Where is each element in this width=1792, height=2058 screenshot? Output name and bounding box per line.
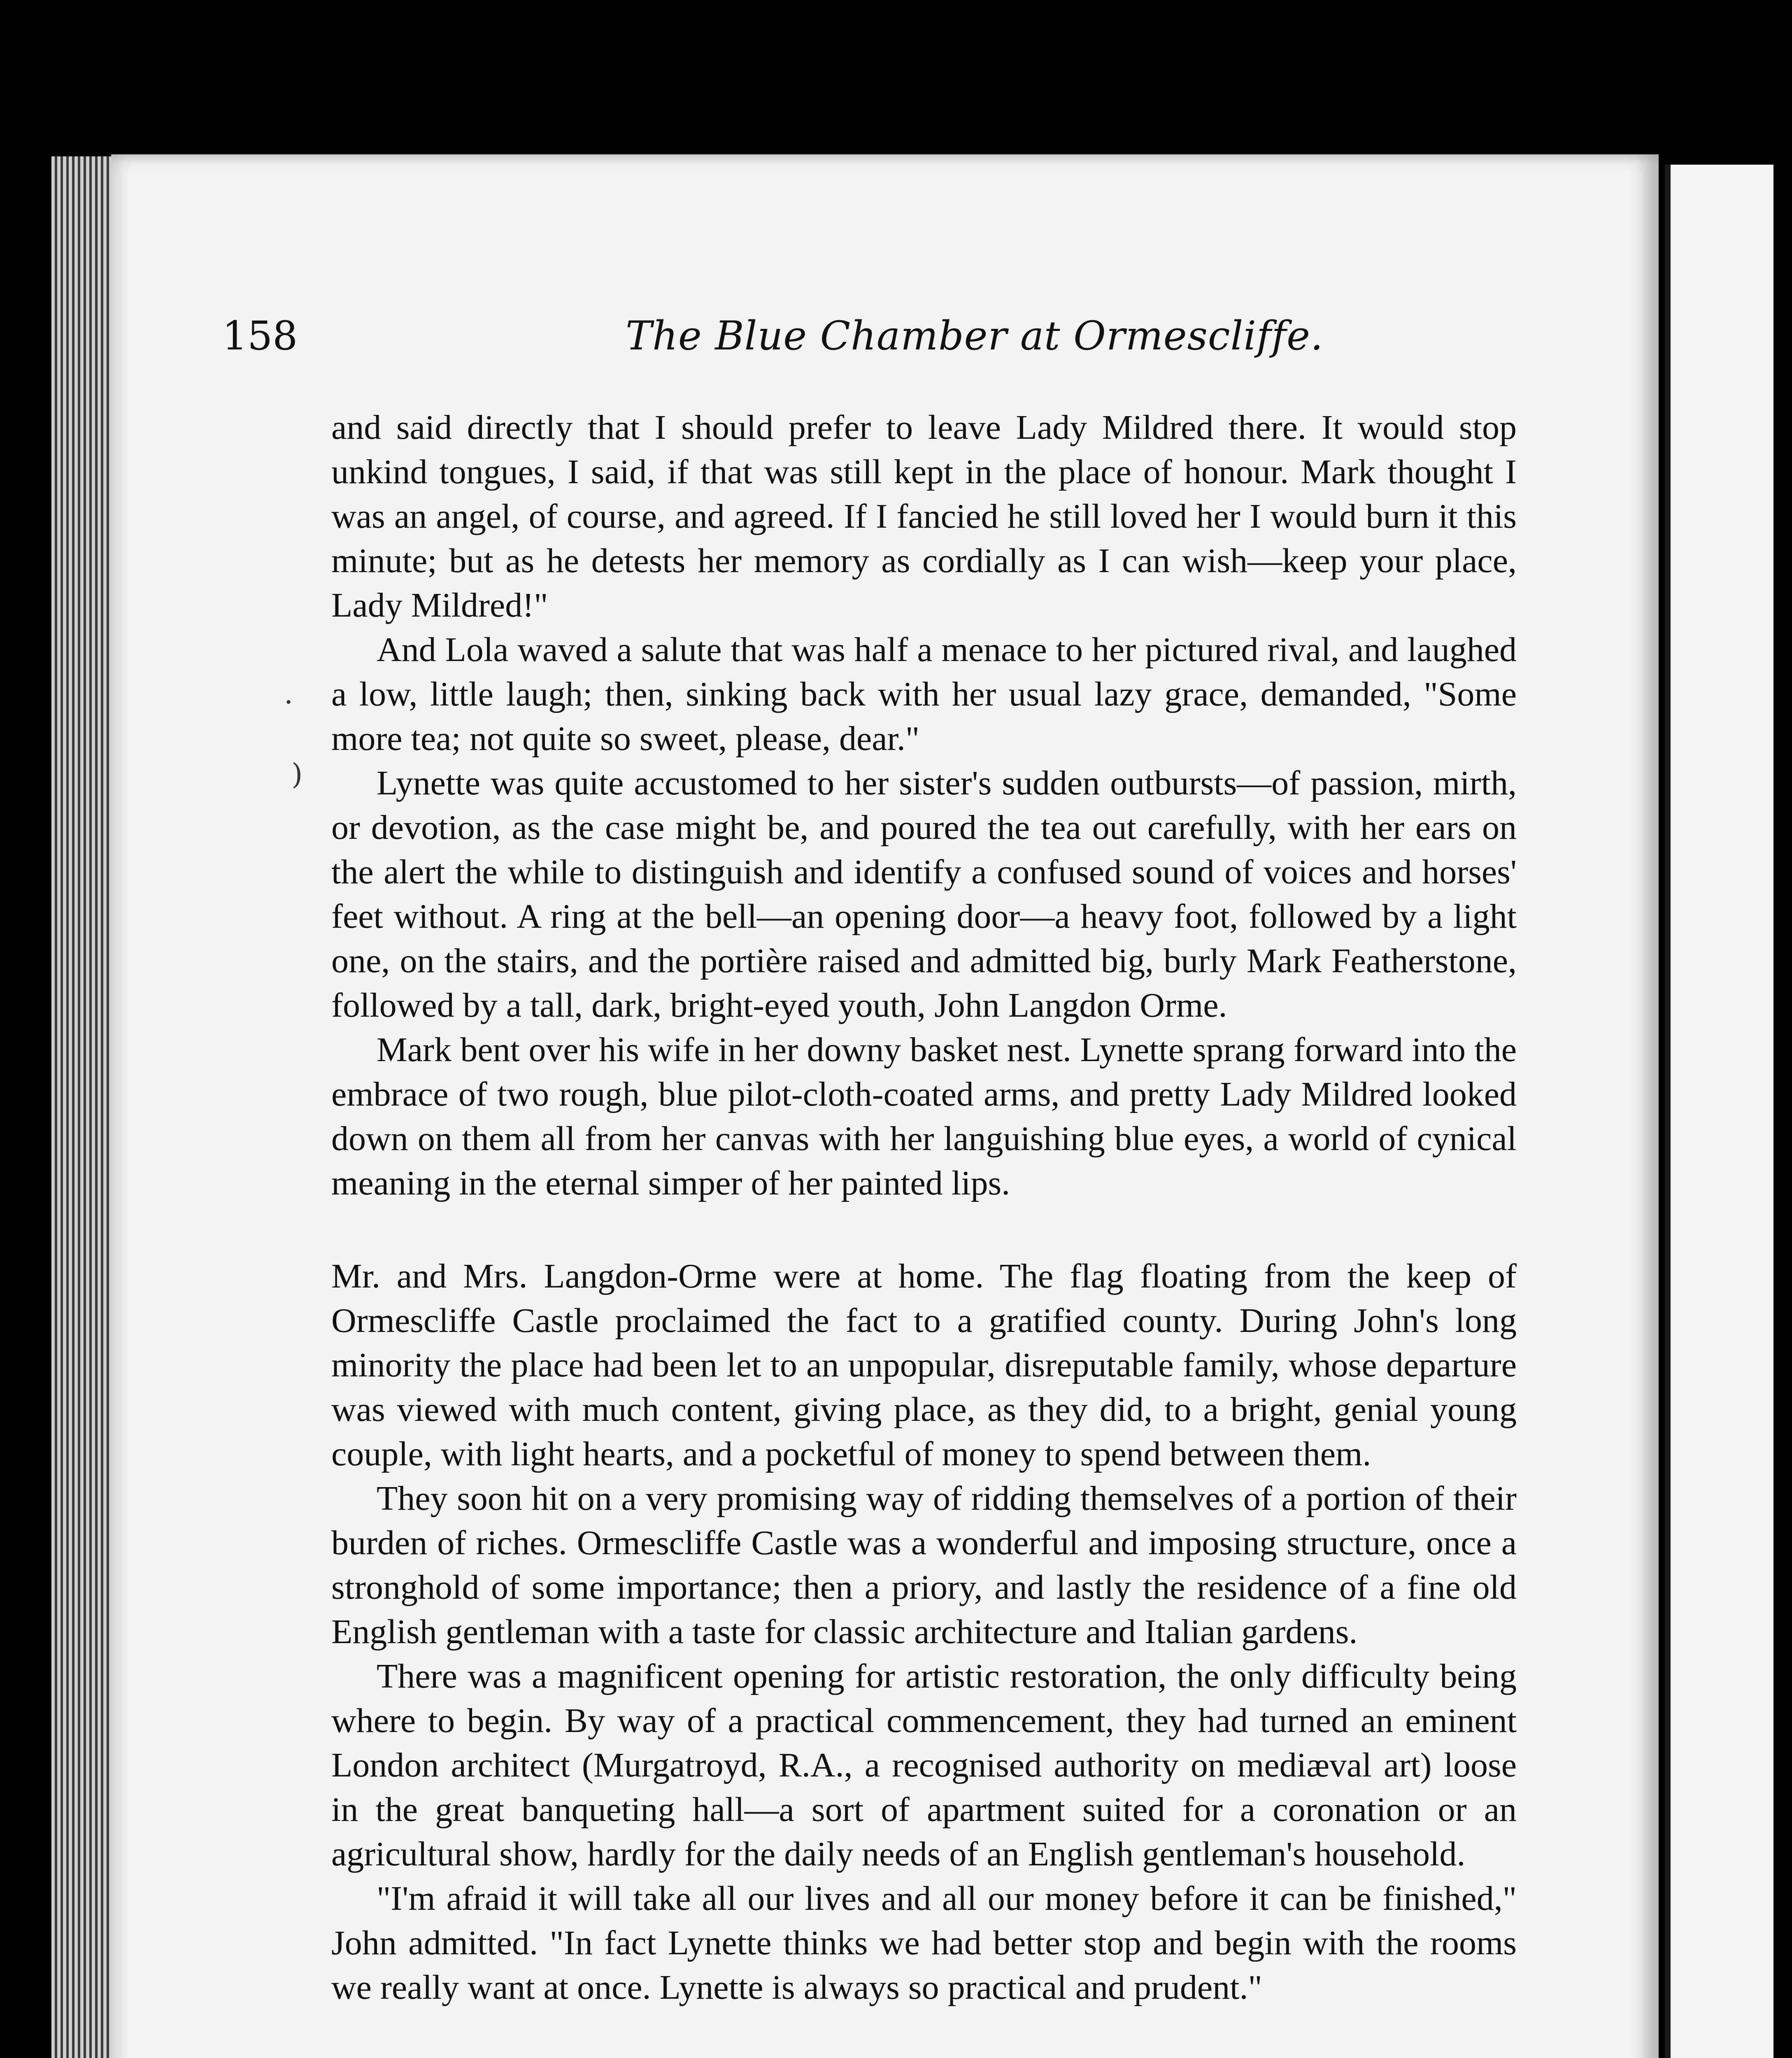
margin-dot: · [284,685,293,719]
paragraph-2: And Lola waved a salute that was half a menace to her pictured rival, and laughed a low, little laugh; then, sinking back with her usual lazy grace, demanded, "Some more tea; not quite so sweet, please, dear." [331,631,1517,758]
body-text [331,405,1517,2010]
paragraph-7: There was a magnificent opening for artistic restoration, the only difficulty being where to begin. By way of a practical commencement, they had turned an eminent London architect (Murgatroyd, R.A., a recognised authority on mediæval art) loose in the great banqueting hall—a sort of apartment suited for a coronation or an agricultural show, hardly for the daily needs of an English gentleman's household. [331,1657,1517,1873]
running-title: The Blue Chamber at Ormescliffe. [626,313,1324,359]
page-header [222,313,1436,375]
page-edge-stack [51,156,117,2058]
page-number: 158 [222,313,298,359]
paragraph-3: Lynette was quite accustomed to her sister's sudden outbursts—of passion, mirth, or devotion, as the case might be, and poured the tea out carefully, with her ears on the alert the while to distinguish and identify a confused sound of voices and horses' feet without. A ring at the bell—an opening door—a heavy foot, followed by a light one, on the stairs, and the portière raised and admitted big, burly Mark Featherstone, followed by a tall, dark, bright-eyed youth, John Langdon Orme. [331,764,1517,1024]
paragraph-6: They soon hit on a very promising way of ridding themselves of a portion of their burden of riches. Ormescliffe Castle was a wonderful and imposing structure, once a stronghold of some importance; then a priory, and lastly the residence of a fine old English gentleman with a taste for classic architecture and Italian gardens. [331,1479,1517,1651]
paragraph-4: Mark bent over his wife in her downy basket nest. Lynette sprang forward into the embrace of two rough, blue pilot-cloth-coated arms, and pretty Lady Mildred looked down on them all from her canvas with her languishing blue eyes, a world of cynical meaning in the eternal simper of her painted lips. [331,1031,1517,1202]
paragraph-8: "I'm afraid it will take all our lives and all our money before it can be finished," John admitted. "In fact Lynette thinks we had better stop and begin with the rooms we really want at once. Lynette is always so practical and prudent." [331,1879,1517,2007]
margin-bracket: ) [291,757,303,791]
facing-page-edge [1665,165,1773,2058]
paragraph-1: and said directly that I should prefer to leave Lady Mildred there. It would stop unkind tongues, I said, if that was still kept in the place of honour. Mark thought I was an angel, of course, and agreed. If I fancied he still loved her I would burn it this minute; but as he detests her memory as cordially as I can wish—keep your place, Lady Mildred!" [331,408,1517,624]
paragraph-5: Mr. and Mrs. Langdon-Orme were at home. The flag floating from the keep of Ormescliffe Castle proclaimed the fact to a gratified county. During John's long minority the place had been let to an unpopular, disreputable family, whose departure was viewed with much content, giving place, as they did, to a bright, genial young couple, with light hearts, and a pocketful of money to spend between them. [331,1257,1517,1473]
